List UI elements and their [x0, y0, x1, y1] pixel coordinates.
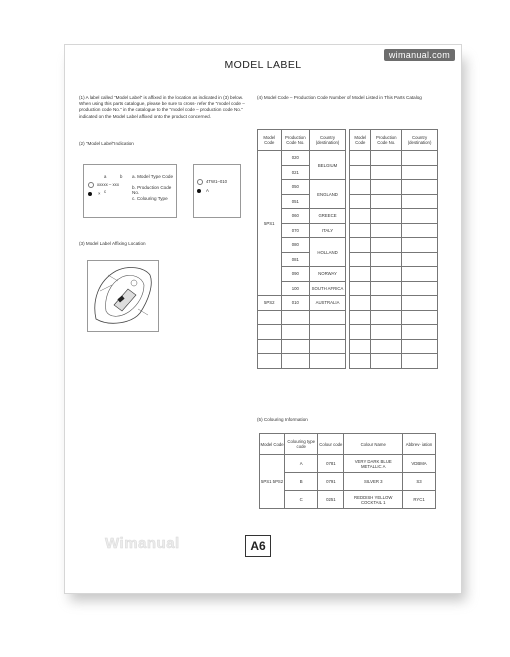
table-row	[258, 165, 438, 180]
header-colour-code: Colour code	[318, 434, 344, 455]
table-header-row	[260, 434, 436, 455]
page-title: MODEL LABEL	[224, 59, 302, 71]
table-row	[258, 310, 438, 325]
model-code-cell: 5PS2	[258, 296, 282, 311]
legend-c: c. Colouring Type	[132, 196, 168, 201]
section4-heading: (4) Model Code – Production Code Number of Model Listed in This Parts Catalog	[257, 95, 422, 100]
legend-a: a. Model Type Code	[132, 174, 174, 179]
country-cell: NORWAY	[310, 267, 346, 282]
table-row	[260, 491, 436, 509]
header-country-2: Country (destination)	[402, 130, 438, 151]
table-row	[258, 180, 438, 195]
table-row	[258, 296, 438, 311]
production-code-cell: 020	[281, 151, 310, 166]
table-row	[258, 339, 438, 354]
catalog-page	[64, 44, 462, 594]
production-code-cell: 100	[281, 281, 310, 296]
table-row	[258, 209, 438, 224]
header-model-code: Model Code	[258, 130, 282, 151]
model-label-diagram	[83, 164, 177, 218]
example-colour: A	[206, 188, 209, 193]
colour-name-cell: REDDISH YELLOW COCKTAIL 1	[344, 491, 403, 509]
page-label: A6	[245, 535, 271, 557]
colour-code-cell: 0781	[318, 455, 344, 473]
affixing-heading: (3) Model Label Affixing Location	[79, 241, 146, 246]
label-a: a	[104, 174, 107, 179]
country-cell: BELGIUM	[310, 151, 346, 180]
header-colouring-type: Colouring type code	[285, 434, 318, 455]
production-code-cell: 050	[281, 180, 310, 195]
label-code: xxxxx – xxx	[97, 182, 119, 187]
table-row	[258, 325, 438, 340]
country-cell: HOLLAND	[310, 238, 346, 267]
table-row	[258, 281, 438, 296]
production-code-cell: 080	[281, 238, 310, 253]
example-code: 4TW1–010	[206, 179, 228, 184]
affixing-location-drawing	[87, 260, 159, 332]
table-row	[258, 194, 438, 209]
table-row	[258, 223, 438, 238]
table-row	[258, 354, 438, 369]
production-code-cell: 081	[281, 252, 310, 267]
production-code-cell: 090	[281, 267, 310, 282]
colour-name-cell: SILVER 3	[344, 473, 403, 491]
abbreviation-cell: S3	[403, 473, 436, 491]
country-cell: ENGLAND	[310, 180, 346, 209]
header-production-code-2: Production Code No.	[371, 130, 402, 151]
table-row	[258, 267, 438, 282]
model-code-table	[257, 129, 438, 369]
model-code-cell: 5PS1	[258, 151, 282, 296]
page-curl-icon	[453, 545, 462, 594]
country-cell: GREECE	[310, 209, 346, 224]
colouring-type-cell: B	[285, 473, 318, 491]
intro-text: (1) A label called "Model Label" is affixed in the location as indicated in (3) below. When using this parts catalogue, please be sure to cross- refer the "model code – production code No." in the catalogue to the "model code – production code No." indicated on the Model Label affixed onto the product concerned.	[79, 95, 245, 119]
header-model-code: Model Code	[260, 434, 285, 455]
empty-circle-icon	[88, 182, 94, 188]
table-row	[258, 238, 438, 253]
table-row	[260, 473, 436, 491]
label-c: c	[104, 189, 107, 194]
production-code-cell: 070	[281, 223, 310, 238]
country-cell: SOUTH AFRICA	[310, 281, 346, 296]
legend-b: b. Production Code No.	[132, 185, 172, 195]
colouring-type-cell: A	[285, 455, 318, 473]
colour-name-cell: VERY DARK BLUE METALLIC A	[344, 455, 403, 473]
label-x: ×	[98, 191, 101, 196]
abbreviation-cell: RYC1	[403, 491, 436, 509]
label-indication-heading: (2) "Model Label"Indication	[79, 141, 134, 146]
colour-code-cell: 0791	[318, 473, 344, 491]
colour-code-cell: 0251	[318, 491, 344, 509]
section5-heading: (5) Colouring Information	[257, 417, 308, 422]
header-colour-name: Colour Name	[344, 434, 403, 455]
production-code-cell: 010	[281, 296, 310, 311]
filled-circle-icon	[88, 192, 92, 196]
model-code-cell: 5PS1 5PS2	[260, 455, 285, 509]
watermark-bottom: Wimanual	[105, 535, 180, 552]
model-label-example	[193, 164, 241, 218]
production-code-cell: 060	[281, 209, 310, 224]
header-country: Country (destination)	[310, 130, 346, 151]
filled-circle-icon	[197, 189, 201, 193]
table-row	[258, 151, 438, 166]
watermark-top: wimanual.com	[384, 49, 455, 61]
colouring-table	[259, 433, 436, 509]
production-code-cell: 021	[281, 165, 310, 180]
header-model-code-2: Model Code	[350, 130, 371, 151]
empty-circle-icon	[197, 179, 203, 185]
colouring-type-cell: C	[285, 491, 318, 509]
abbreviation-cell: VDBMA	[403, 455, 436, 473]
country-cell: ITALY	[310, 223, 346, 238]
table-row	[258, 252, 438, 267]
header-abbreviation: Abbrev- iation	[403, 434, 436, 455]
table-header-row	[258, 130, 438, 151]
production-code-cell: 051	[281, 194, 310, 209]
label-b: b	[120, 174, 123, 179]
table-row	[260, 455, 436, 473]
header-production-code: Production Code No.	[281, 130, 310, 151]
country-cell: AUSTRALIA	[310, 296, 346, 311]
